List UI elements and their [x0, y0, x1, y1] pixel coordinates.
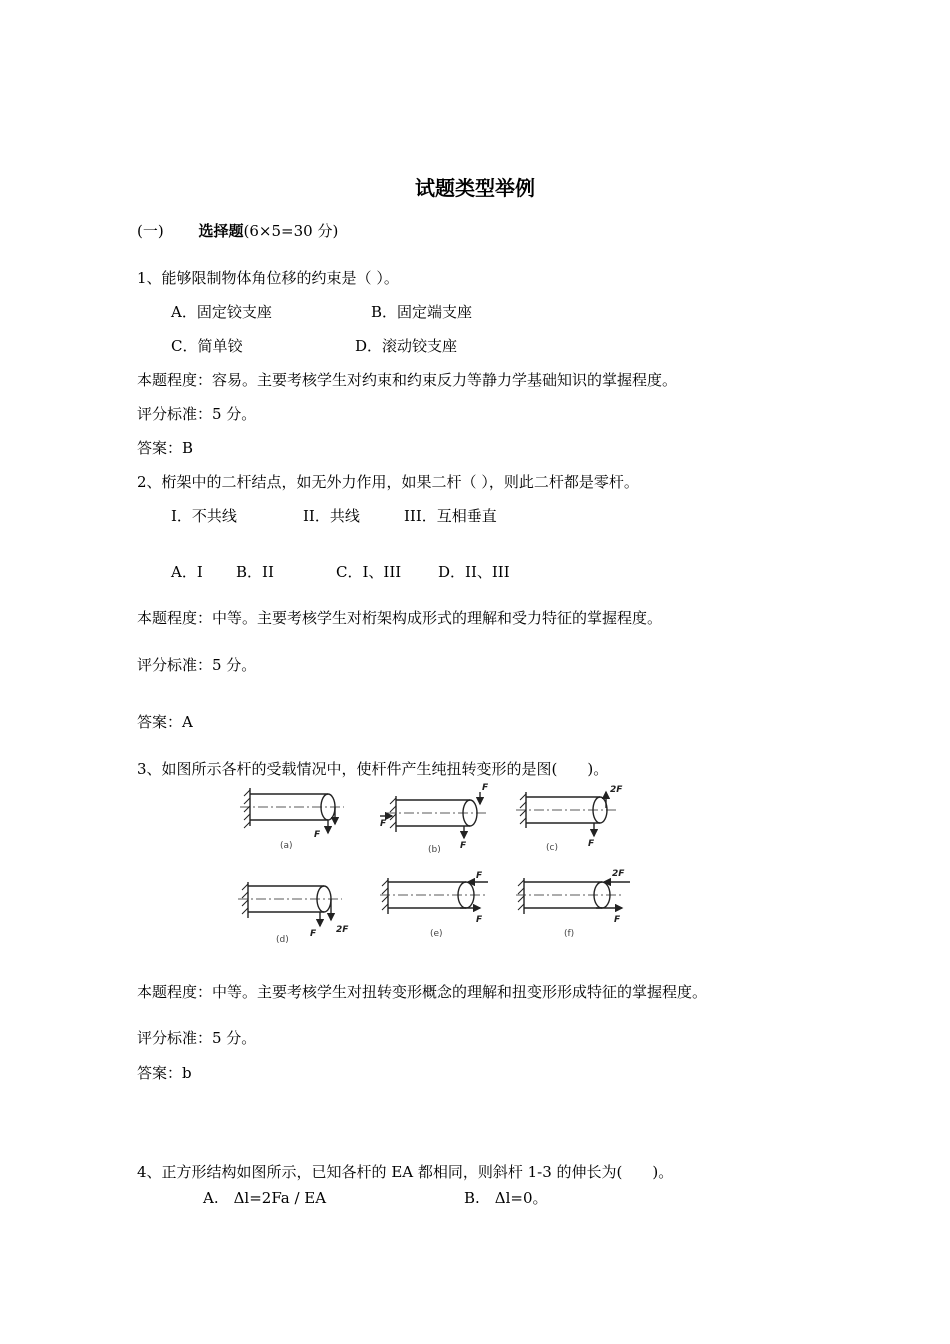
q2-score: 评分标准：5 分。 — [137, 656, 257, 674]
q2-item-1: I．不共线 — [171, 507, 237, 525]
q2-answer: 答案：A — [137, 713, 193, 731]
q2-option-d: D．II、III — [438, 563, 510, 581]
diagram-e — [380, 871, 488, 939]
svg-text:(c): (c) — [546, 843, 558, 853]
svg-text:F: F — [380, 819, 387, 829]
svg-text:(b): (b) — [428, 845, 441, 855]
diagram-f — [516, 869, 630, 939]
q2-stem: 2、桁架中的二杆结点，如无外力作用，如果二杆（ ），则此二杆都是零杆。 — [137, 473, 639, 491]
q1-option-a: A．固定铰支座 — [171, 303, 272, 321]
section-number: (一) — [137, 222, 164, 240]
svg-text:F: F — [476, 871, 483, 881]
diagram-d — [238, 882, 349, 945]
q1-option-d: D．滚动铰支座 — [355, 337, 458, 355]
q2-item-3: III．互相垂直 — [404, 507, 497, 525]
q1-option-b: B．固定端支座 — [371, 303, 473, 321]
section-points: (6×5=30 分) — [243, 222, 339, 240]
svg-text:(d): (d) — [276, 935, 289, 945]
q2-item-2: II．共线 — [303, 507, 360, 525]
svg-text:(f): (f) — [564, 929, 575, 939]
section-name: 选择题 — [198, 222, 244, 240]
svg-text:F: F — [614, 915, 621, 925]
q2-difficulty: 本题程度：中等。主要考核学生对桁架构成形式的理解和受力特征的掌握程度。 — [137, 609, 663, 627]
q1-answer: 答案：B — [137, 439, 194, 457]
svg-text:(a): (a) — [280, 841, 293, 851]
diagram-a — [240, 788, 344, 851]
q3-stem: 3、如图所示各杆的受载情况中，使杆件产生纯扭转变形的是图( )。 — [137, 760, 609, 778]
svg-text:2F: 2F — [612, 869, 625, 879]
svg-text:F: F — [588, 839, 595, 849]
q1-difficulty: 本题程度：容易。主要考核学生对约束和约束反力等静力学基础知识的掌握程度。 — [137, 371, 678, 389]
q3-answer: 答案：b — [137, 1064, 192, 1082]
torsion-diagrams-svg — [232, 780, 642, 950]
q2-option-c: C．I、III — [336, 563, 402, 581]
q2-option-b: B．II — [236, 563, 274, 581]
svg-text:2F: 2F — [336, 925, 349, 935]
q1-stem: 1、能够限制物体角位移的约束是（ ）。 — [137, 269, 399, 287]
section-heading — [137, 221, 338, 241]
q3-score: 评分标准：5 分。 — [137, 1029, 257, 1047]
svg-text:F: F — [310, 929, 317, 939]
q2-option-a: A．I — [171, 563, 203, 581]
q3-difficulty: 本题程度：中等。主要考核学生对扭转变形概念的理解和扭变形形成特征的掌握程度。 — [137, 983, 708, 1001]
q1-score: 评分标准：5 分。 — [137, 405, 257, 423]
q1-option-c: C．简单铰 — [171, 337, 243, 355]
page-title: 试题类型举例 — [415, 176, 535, 200]
svg-text:F: F — [314, 830, 321, 840]
svg-text:(e): (e) — [430, 929, 443, 939]
svg-text:F: F — [482, 783, 489, 793]
q4-stem: 4、正方形结构如图所示，已知各杆的 EA 都相同，则斜杆 1-3 的伸长为( )。 — [137, 1163, 674, 1181]
diagram-c — [516, 785, 623, 853]
q4-option-a: A. Δl=2Fa / EA — [203, 1189, 327, 1207]
svg-text:F: F — [476, 915, 483, 925]
svg-text:2F: 2F — [610, 785, 623, 795]
diagram-b — [380, 783, 489, 855]
svg-text:F: F — [460, 841, 467, 851]
q4-option-b: B. Δl=0。 — [464, 1189, 548, 1207]
torsion-figure — [232, 780, 642, 954]
